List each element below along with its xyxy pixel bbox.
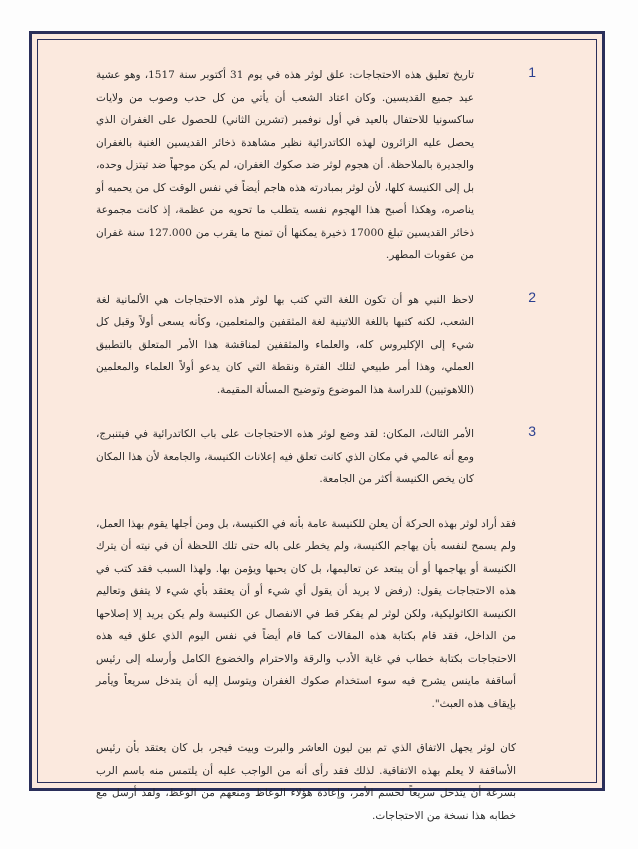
item-text: تاريخ تعليق هذه الاحتجاجات: علق لوثر هذه في يوم 31 أكتوبر سنة 1517، وهو عشية عيد جميع القديسين. وكان اعتاد الشعب أن يأتي من كل حدب وصوب من ولايات ساكسونيا للاحتفال بالعيد في أول نوفمبر (تشرين الثاني) للحصول على الغفران الذي يحصل عليه الزائرون لهذه الكاتدرائية نظير مشاهدة ذخائر القديسين الغنية بالغفران والجديرة بالملاحظة. أن هجوم لوثر ضد صكوك الغفران، لم يكن موجهاً ضد تيتزل وحده، بل إلى الكنيسة كلها، لأن لوثر بمبادرته هذه هاجم أيضاً في نفس الوقت كل من يحميه أو يناصره، وهكذا أصبح هذا الهجوم نفسه يتطلب ما تحويه من عظمة، إذ كانت مجموعة ذخائر القديسين تبلغ 17000 ذخيرة يمكنها أن تمنح ما يقرب من 127.000 سنة غفران من عقوبات المطهر. (96, 69, 475, 261)
item-number: 1 (528, 64, 536, 80)
numbered-item-2 (96, 288, 536, 402)
paragraph-2 (96, 737, 516, 827)
item-number: 2 (528, 288, 536, 305)
item-number: 3 (528, 423, 536, 439)
paragraph-1 (96, 513, 516, 716)
paragraph-text: كان لوثر يجهل الاتفاق الذي تم بين ليون العاشر والبرت وبيت فيجر، بل كان يعتقد بأن رئيس الأساقفة لا يعلم بهذه الاتفاقية. لذلك فقد رأى أنه من الواجب عليه أن يلتمس منه باسم الرب بسرعة أن يتدخل سريعاً لحسم الأمر، وإعادة هؤلاء الوعاظ ومنعهم من الوعظ، ولقد أرسل مع خطابه هذا نسخة من الاحتجاجات. (96, 742, 516, 822)
item-text: لاحظ النبي هو أن تكون اللغة التي كتب بها لوثر هذه الاحتجاجات هي الألمانية لغة الشعب، لكنه كتبها باللغة اللاتينية لغة المثقفين والمتعلمين، وكأنه يسعى أولاً وقبل كل شيء إلى الإكليروس كله، والعلماء والمثقفين لمناقشة هذا الأمر المتعلق بالتطبيق العملي، وهذا أمر طبيعي لتلك الفترة ونقطة التي كان يدعو أولاً العلماء والمعلمين (اللاهوتيين) للدراسة هذا الموضوع وتوضيح المسألة المقيمة. (96, 293, 474, 396)
paragraph-text: فقد أراد لوثر بهذه الحركة أن يعلن للكنيسة عامة بأنه في الكنيسة، بل ومن أجلها يقوم بهذا العمل، ولم يسمح لنفسه بأن يهاجم الكنيسة، ولم يخطر على باله حتى تلك اللحظة أن في نيته أن يترك الكنيسة أو يهاجمها أو أن يبتعد عن تعاليمها، بل كان يحبها ويؤمن بها. ولهذا السبب فقد كتب في هذه الاحتجاجات يقول: (رفض لا يريد أن يقول أي شيء أو أن يعتقد بأي شيء لا يتفق وتعاليم الكنيسة الكاثوليكية، ولكن لوثر لم يفكر قط في الانفصال عن الكنيسة ولم يكن يريد إلا إصلاحها من الداخل، فقد قام بكتابة هذه المقالات كما قام أيضاً في نفس اليوم الذي علق فيه هذه الاحتجاجات بكتابة خطاب في غاية الأدب والرقة والاحترام والخضوع الكامل وأرسله إلى رئيس أساقفة ماينس يشرح فيه سوء استخدام صكوك الغفران ويتوسل إليه أن يتدخل سريعاً ويأمر بإيقاف هذه العبث". (96, 517, 516, 710)
numbered-item-1 (96, 64, 536, 267)
item-text: الأمر الثالث، المكان: لقد وضع لوثر هذه الاحتجاجات على باب الكاتدرائية في فيتنبرج، ومع أنه عالمي في مكان الذي كانت تعلق فيه إعلانات الكنيسة، والجامعة لأن هذا المكان كان يخص الكنيسة أكثر من الجامعة. (96, 428, 474, 485)
document-body (96, 64, 536, 849)
numbered-item-3 (96, 423, 536, 491)
